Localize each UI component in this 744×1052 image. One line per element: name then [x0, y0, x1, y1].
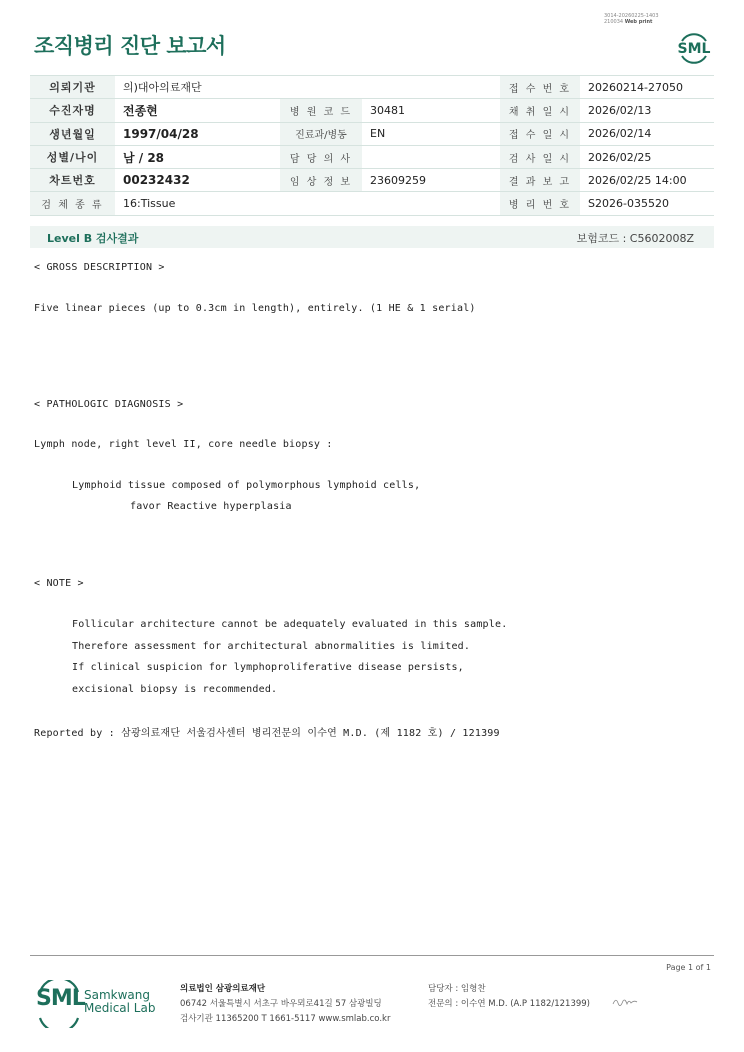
note-line: Follicular architecture cannot be adequately evaluated in this sample.: [72, 619, 508, 630]
level-bar: [30, 226, 714, 248]
note-heading: < NOTE >: [34, 578, 84, 589]
print-info-line2: 210034 Web print: [604, 19, 653, 25]
sex-age-value: 남 / 28: [115, 145, 280, 168]
clinical-info-value: 23609259: [362, 169, 500, 192]
footer-logo: [36, 980, 156, 1028]
diagnosis-site: Lymph node, right level II, core needle biopsy :: [34, 439, 333, 450]
chart-no-label: 차트번호: [30, 169, 115, 192]
birth-label: 생년월일: [30, 122, 115, 145]
pathology-no-label: 병 리 번 호: [500, 192, 580, 215]
org-name: 의료법인 삼광의료재단: [180, 984, 266, 994]
patient-name-value: 전종현: [115, 99, 280, 122]
footer-org: [180, 982, 390, 1027]
print-info-line1: 3014-20260225-1403: [604, 13, 659, 19]
page-title: 조직병리 진단 보고서: [34, 34, 226, 58]
table-row: [30, 122, 714, 145]
dept-label: 진료과/병동: [280, 122, 362, 145]
specimen-value: 16:Tissue: [115, 192, 500, 215]
chart-no-value: 00232432: [115, 169, 280, 192]
note-line: Therefore assessment for architectural abnormalities is limited.: [72, 641, 471, 652]
receipt-date-label: 접 수 일 시: [500, 122, 580, 145]
note-line: excisional biopsy is recommended.: [72, 684, 278, 695]
print-info: [604, 13, 659, 25]
receipt-date-value: 2026/02/14: [580, 122, 714, 145]
hospital-code-value: 30481: [362, 99, 500, 122]
sml-logo: [674, 25, 714, 65]
sex-age-label: 성별/나이: [30, 145, 115, 168]
level-label: Level B 검사결과: [47, 232, 139, 245]
gross-text: Five linear pieces (up to 0.3cm in length), entirely. (1 HE & 1 serial): [34, 303, 476, 314]
footer-logo-name: Samkwang Medical Lab: [84, 988, 156, 1015]
gross-heading: < GROSS DESCRIPTION >: [34, 262, 165, 273]
receipt-no-label: 접 수 번 호: [500, 76, 580, 99]
footer-staff: [428, 982, 590, 1012]
reported-by: Reported by : 삼광의료재단 서울검사센터 병리전문의 이수연 M.D. (제 1182 호) / 121399: [34, 728, 500, 739]
table-row: [30, 192, 714, 215]
table-row: [30, 99, 714, 122]
specimen-label: 검 체 종 류: [30, 192, 115, 215]
requesting-org-value: 의)대아의료재단: [115, 76, 500, 99]
report-date-label: 결 과 보 고: [500, 169, 580, 192]
doctor-value: [362, 145, 500, 168]
collection-date-value: 2026/02/13: [580, 99, 714, 122]
requesting-org-label: 의뢰기관: [30, 76, 115, 99]
table-row: [30, 76, 714, 99]
clinical-info-label: 임 상 정 보: [280, 169, 362, 192]
note-line: If clinical suspicion for lymphoproliferative disease persists,: [72, 662, 464, 673]
footer-logo-text: SML: [36, 986, 85, 1011]
specialist-line: 전문의 : 이수연 M.D. (A.P 1182/121399): [428, 999, 590, 1009]
collection-date-label: 채 취 일 시: [500, 99, 580, 122]
receipt-no-value: 20260214-27050: [580, 76, 714, 99]
pathology-no-value: S2026-035520: [580, 192, 714, 215]
signature-icon: [612, 996, 638, 1008]
page-number: Page 1 of 1: [666, 963, 711, 972]
patient-info-table: [30, 75, 714, 216]
sml-logo-text: SML: [677, 41, 711, 57]
table-row: [30, 145, 714, 168]
hospital-code-label: 병 원 코 드: [280, 99, 362, 122]
org-address: 06742 서울특별시 서초구 바우뫼로41길 57 삼광빌딩: [180, 999, 382, 1009]
staff-name: 임형찬: [460, 984, 486, 994]
birth-value: 1997/04/28: [115, 122, 280, 145]
patient-name-label: 수진자명: [30, 99, 115, 122]
diagnosis-line2: favor Reactive hyperplasia: [130, 501, 292, 512]
org-contact: 검사기관 11365200 T 1661-5117 www.smlab.co.kr: [180, 1014, 391, 1024]
diagnosis-line1: Lymphoid tissue composed of polymorphous lymphoid cells,: [72, 480, 421, 491]
staff-line: 담당자 : 임형찬: [428, 984, 486, 994]
specialist-name: 이수연 M.D. (A.P 1182/121399): [460, 999, 590, 1009]
test-date-value: 2026/02/25: [580, 145, 714, 168]
table-row: [30, 169, 714, 192]
dept-value: EN: [362, 122, 500, 145]
test-date-label: 검 사 일 시: [500, 145, 580, 168]
footer-divider: [30, 955, 714, 956]
doctor-label: 담 당 의 사: [280, 145, 362, 168]
diagnosis-heading: < PATHOLOGIC DIAGNOSIS >: [34, 399, 184, 410]
report-date-value: 2026/02/25 14:00: [580, 169, 714, 192]
insurance-code: 보험코드 : C5602008Z: [576, 232, 694, 245]
